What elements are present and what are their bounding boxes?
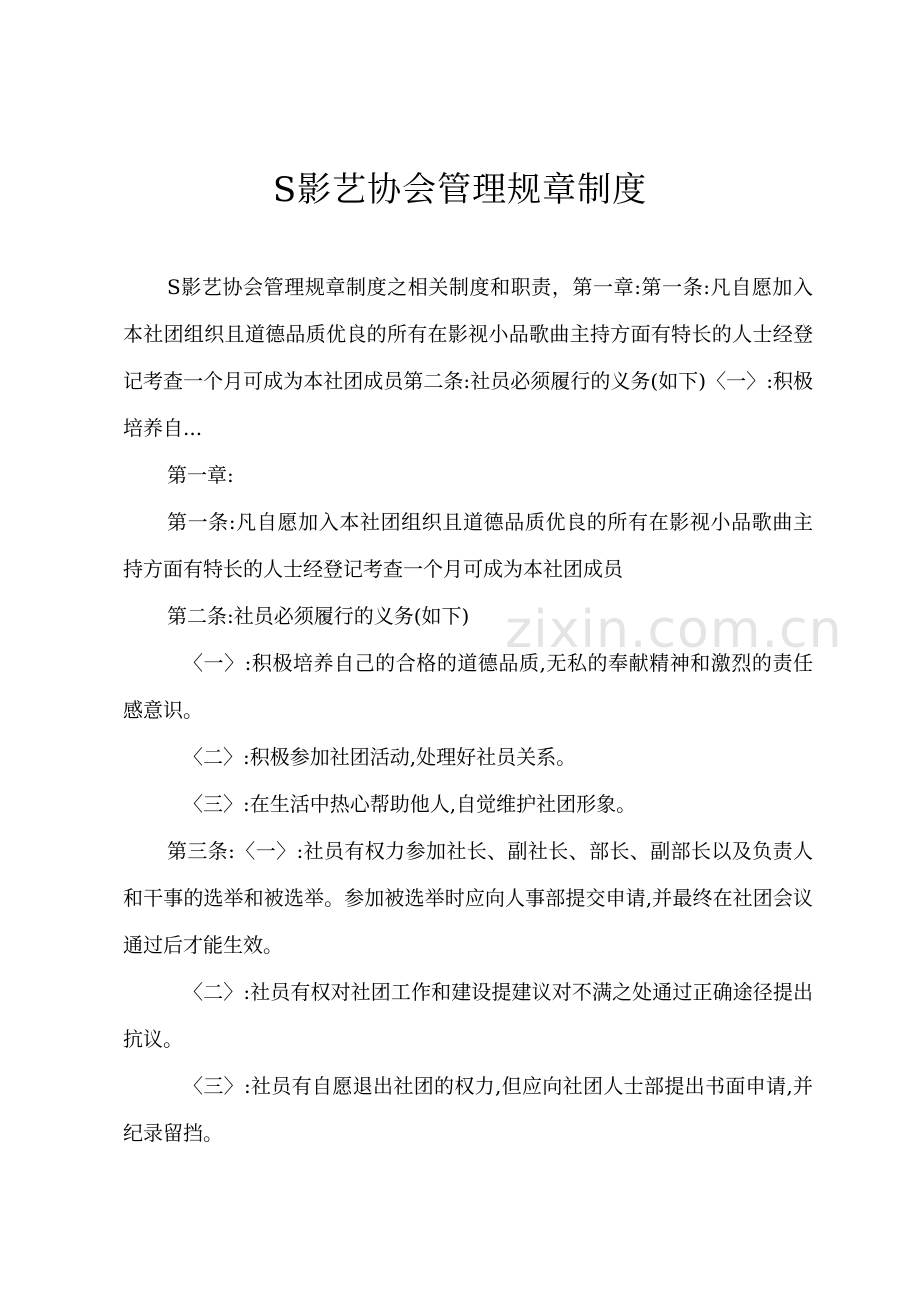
document-title: S影艺协会管理规章制度 bbox=[272, 170, 648, 210]
right-item-2: 〈二〉:社员有权对社团工作和建设提建议对不满之处通过正确途径提出抗议。 bbox=[123, 980, 813, 1051]
article-3-paragraph: 第三条:〈一〉:社员有权力参加社长、副社长、部长、副部长以及负责人和干事的选举和被选举。参加被选举时应向人事部提交申请,并最终在社团会议通过后才能生效。 bbox=[123, 839, 813, 957]
watermark-text: zixin.com.cn bbox=[505, 600, 843, 660]
chapter-heading: 第一章: bbox=[167, 463, 234, 487]
article-1-paragraph: 第一条:凡自愿加入本社团组织且道德品质优良的所有在影视小品歌曲主持方面有特长的人士经登记考查一个月可成为本社团成员 bbox=[123, 510, 813, 581]
duty-item-1: 〈一〉:积极培养自己的合格的道德品质,无私的奉献精神和激烈的责任感意识。 bbox=[123, 651, 813, 722]
summary-paragraph: S影艺协会管理规章制度之相关制度和职责，第一章:第一条:凡自愿加入本社团组织且道德品质优良的所有在影视小品歌曲主持方面有特长的人士经登记考查一个月可成为本社团成员第二条:社员必须履行的义务(如下)〈一〉:积极培养自... bbox=[123, 275, 813, 440]
article-2-paragraph: 第二条:社员必须履行的义务(如下) bbox=[167, 604, 470, 628]
right-item-3: 〈三〉:社员有自愿退出社团的权力,但应向社团人士部提出书面申请,并纪录留挡。 bbox=[123, 1074, 813, 1145]
duty-item-2: 〈二〉:积极参加社团活动,处理好社员关系。 bbox=[183, 745, 577, 769]
duty-item-3: 〈三〉:在生活中热心帮助他人,自觉维护社团形象。 bbox=[183, 792, 637, 816]
document-body bbox=[123, 264, 813, 1157]
